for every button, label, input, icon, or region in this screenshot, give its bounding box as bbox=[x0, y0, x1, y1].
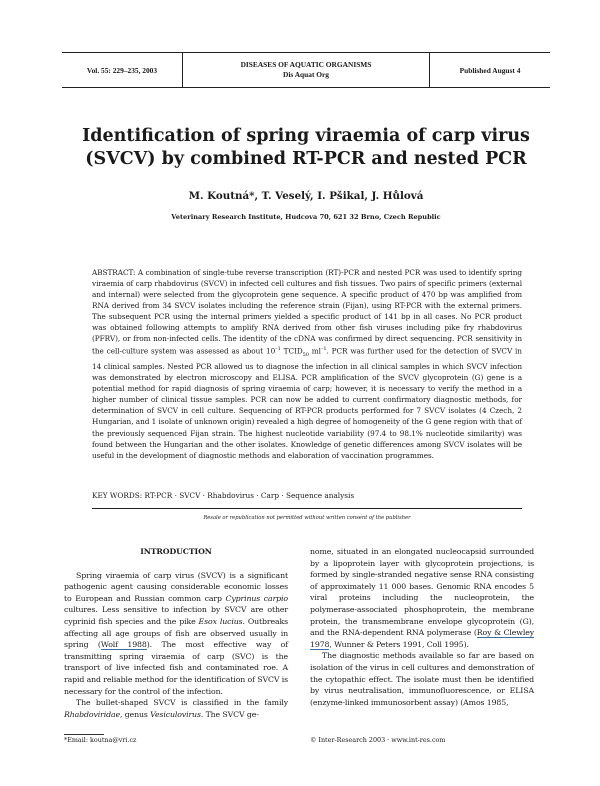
abstract-text-2: . PCR was further used for the detection of SVCV in 14 clinical samples. Nested PCR allowed us to diagnose the infection in all clinical samples in which SVCV infection was demonstrated by electron microscopy and ELISA. PCR amplification of the SVCV glycoprotein (G) gene is a potential method for rapid diagnosis of spring viraemia of carp; however, it is necessary to verify the method in a higher number of clinical tissue samples. PCR can now be added to current confirmatory diagnostic methods, for determination of SVCV in cell culture. Sequencing of RT-PCR products performed for 7 SVCV isolates (4 Czech, 2 Hungarian, and 1 isolate of unknown origin) revealed a high degree of homogeneity of the G gene region with that of the previously sequenced Fijan strain. The highest nucleotide variability (97.4 to 98.1% nucleotide similarity) was found between the Hungarian and the other isolates. Knowledge of genetic differences among SVCV isolates will be useful in the development of diagnostic methods and elaboration of vaccination programmes. bbox=[92, 346, 522, 460]
author-list: M. Koutná*, T. Veselý, I. Pšikal, J. Hůlová bbox=[188, 190, 424, 202]
intro-p3-text-b: , Wunner & Peters 1991, Coll 1995). bbox=[329, 639, 469, 649]
introduction-heading: INTRODUCTION bbox=[140, 547, 212, 556]
journal-name: DISEASES OF AQUATIC ORGANISMS bbox=[240, 60, 372, 70]
genus-vesiculovirus: Vesiculovirus bbox=[150, 709, 201, 719]
intro-p1-text-d: ). The most effective way of transmitting spring viraemia of carp (SVC) is the transport of live infected fish and contaminated roe. A rapid and reliable method for the identification of SVCV is necessary for the control of the infection. bbox=[64, 640, 288, 696]
citation-link-wolf-1988[interactable]: Wolf 1988 bbox=[100, 640, 147, 650]
abstract-sup-2: –1 bbox=[320, 346, 327, 353]
intro-paragraph-1 bbox=[64, 570, 288, 698]
abstract-sup-1: –1 bbox=[275, 346, 281, 353]
right-column bbox=[310, 546, 534, 708]
intro-p2-text-b: , genus bbox=[120, 709, 151, 719]
abstract-sub-1: 50 bbox=[302, 352, 309, 359]
title-line-2: (SVCV) by combined RT-PCR and nested PCR bbox=[85, 148, 527, 169]
publication-date: Published August 4 bbox=[429, 53, 550, 87]
abstract-ml: ml bbox=[308, 346, 321, 356]
affiliation: Veterinary Research Institute, Hudcova 70, 621 32 Brno, Czech Republic bbox=[171, 213, 441, 221]
journal-header bbox=[62, 52, 550, 88]
species-cyprinus-carpio: Cyprinus carpio bbox=[225, 593, 288, 603]
abstract-label: ABSTRACT: bbox=[92, 268, 136, 277]
intro-paragraph-2 bbox=[64, 697, 288, 720]
article-title bbox=[60, 125, 552, 171]
species-esox-lucius: Esox lucius bbox=[198, 616, 243, 626]
intro-p2-text-c: . The SVCV ge- bbox=[200, 709, 259, 719]
intro-paragraph-4: The diagnostic methods available so far are based on isolation of the virus in cell cultures and demonstration of the cytopathic effect. The isolate must then be identified by virus neutralisation, immunofluorescence, or ELISA (enzyme-linked immunosorbent assay) (Amos 1985, bbox=[310, 651, 534, 707]
journal-name-block bbox=[183, 53, 429, 87]
corresponding-email: *Email: koutna@vri.cz bbox=[64, 736, 137, 744]
intro-p2-text-a: The bullet-shaped SVCV is classified in the family bbox=[76, 698, 288, 708]
title-line-1: Identification of spring viraemia of carp virus bbox=[82, 126, 530, 146]
volume-info: Vol. 55: 229–235, 2003 bbox=[62, 53, 183, 87]
intro-p1-text-a: Spring viraemia of carp virus (SVCV) is a significant pathogenic agent causing considerable economic losses to European and Russian common carp bbox=[64, 570, 288, 603]
left-column bbox=[64, 546, 288, 720]
abstract-text-1: A combination of single-tube reverse transcription (RT)-PCR and nested PCR was used to identify spring viraemia of carp rhabdovirus (SVCV) in infected cell cultures and fish tissues. Two pairs of specific primers (external and internal) were selected from the glycoprotein gene sequence. A specific product of 470 bp was amplified from RNA derived from 34 SVCV isolates including the reference strain (Fijan), using RT-PCR with the external primers. The subsequent PCR using the internal primers yielded a specific product of 141 bp in all cases. No PCR product was obtained following attempts to amplify RNA derived from other fish viruses including pike fry rhabdovirus (PFRV), or from non-infected cells. The identity of the cDNA was confirmed by direct sequencing. PCR sensitivity in the cell-culture system was assessed as about 10 bbox=[92, 268, 522, 356]
resale-notice: Resale or republication not permitted without written consent of the publisher bbox=[197, 515, 416, 521]
abstract-tcid: TCID bbox=[280, 346, 303, 356]
abstract bbox=[92, 267, 522, 461]
keywords: KEY WORDS: RT-PCR · SVCV · Rhabdovirus · Carp · Sequence analysis bbox=[92, 491, 355, 500]
intro-p1-text-b: cultures. Less sensitive to infection by SVCV are other cyprinid fish species and the pike bbox=[64, 605, 288, 626]
resale-notice-wrap bbox=[92, 504, 522, 523]
copyright-notice: © Inter-Research 2003 · www.int-res.com bbox=[310, 736, 446, 744]
intro-p3-text-a: nome, situated in an elongated nucleocapsid surrounded by a lipoprotein layer with glycoprotein projections, is formed by single-stranded negative sense RNA consisting of approximately 11 000 bases. Genomic RNA encodes 5 viral proteins including the nucleoprotein, the polymerase-associated phosphoprotein, the membrane protein, the transmembrane envelope glycoprotein (G), and the RNA-dependent RNA polymerase ( bbox=[310, 547, 534, 638]
intro-paragraph-3 bbox=[310, 546, 534, 650]
citation-link-roy-clewley-1978[interactable]: Roy & Clewley 1978 bbox=[310, 628, 534, 649]
family-rhabdoviridae: Rhabdoviridae bbox=[64, 709, 121, 719]
journal-abbrev: Dis Aquat Org bbox=[283, 70, 329, 79]
intro-p1-text-c: . Outbreaks affecting all age groups of fish are observed usually in spring ( bbox=[64, 616, 288, 650]
footnote-rule bbox=[64, 734, 104, 735]
